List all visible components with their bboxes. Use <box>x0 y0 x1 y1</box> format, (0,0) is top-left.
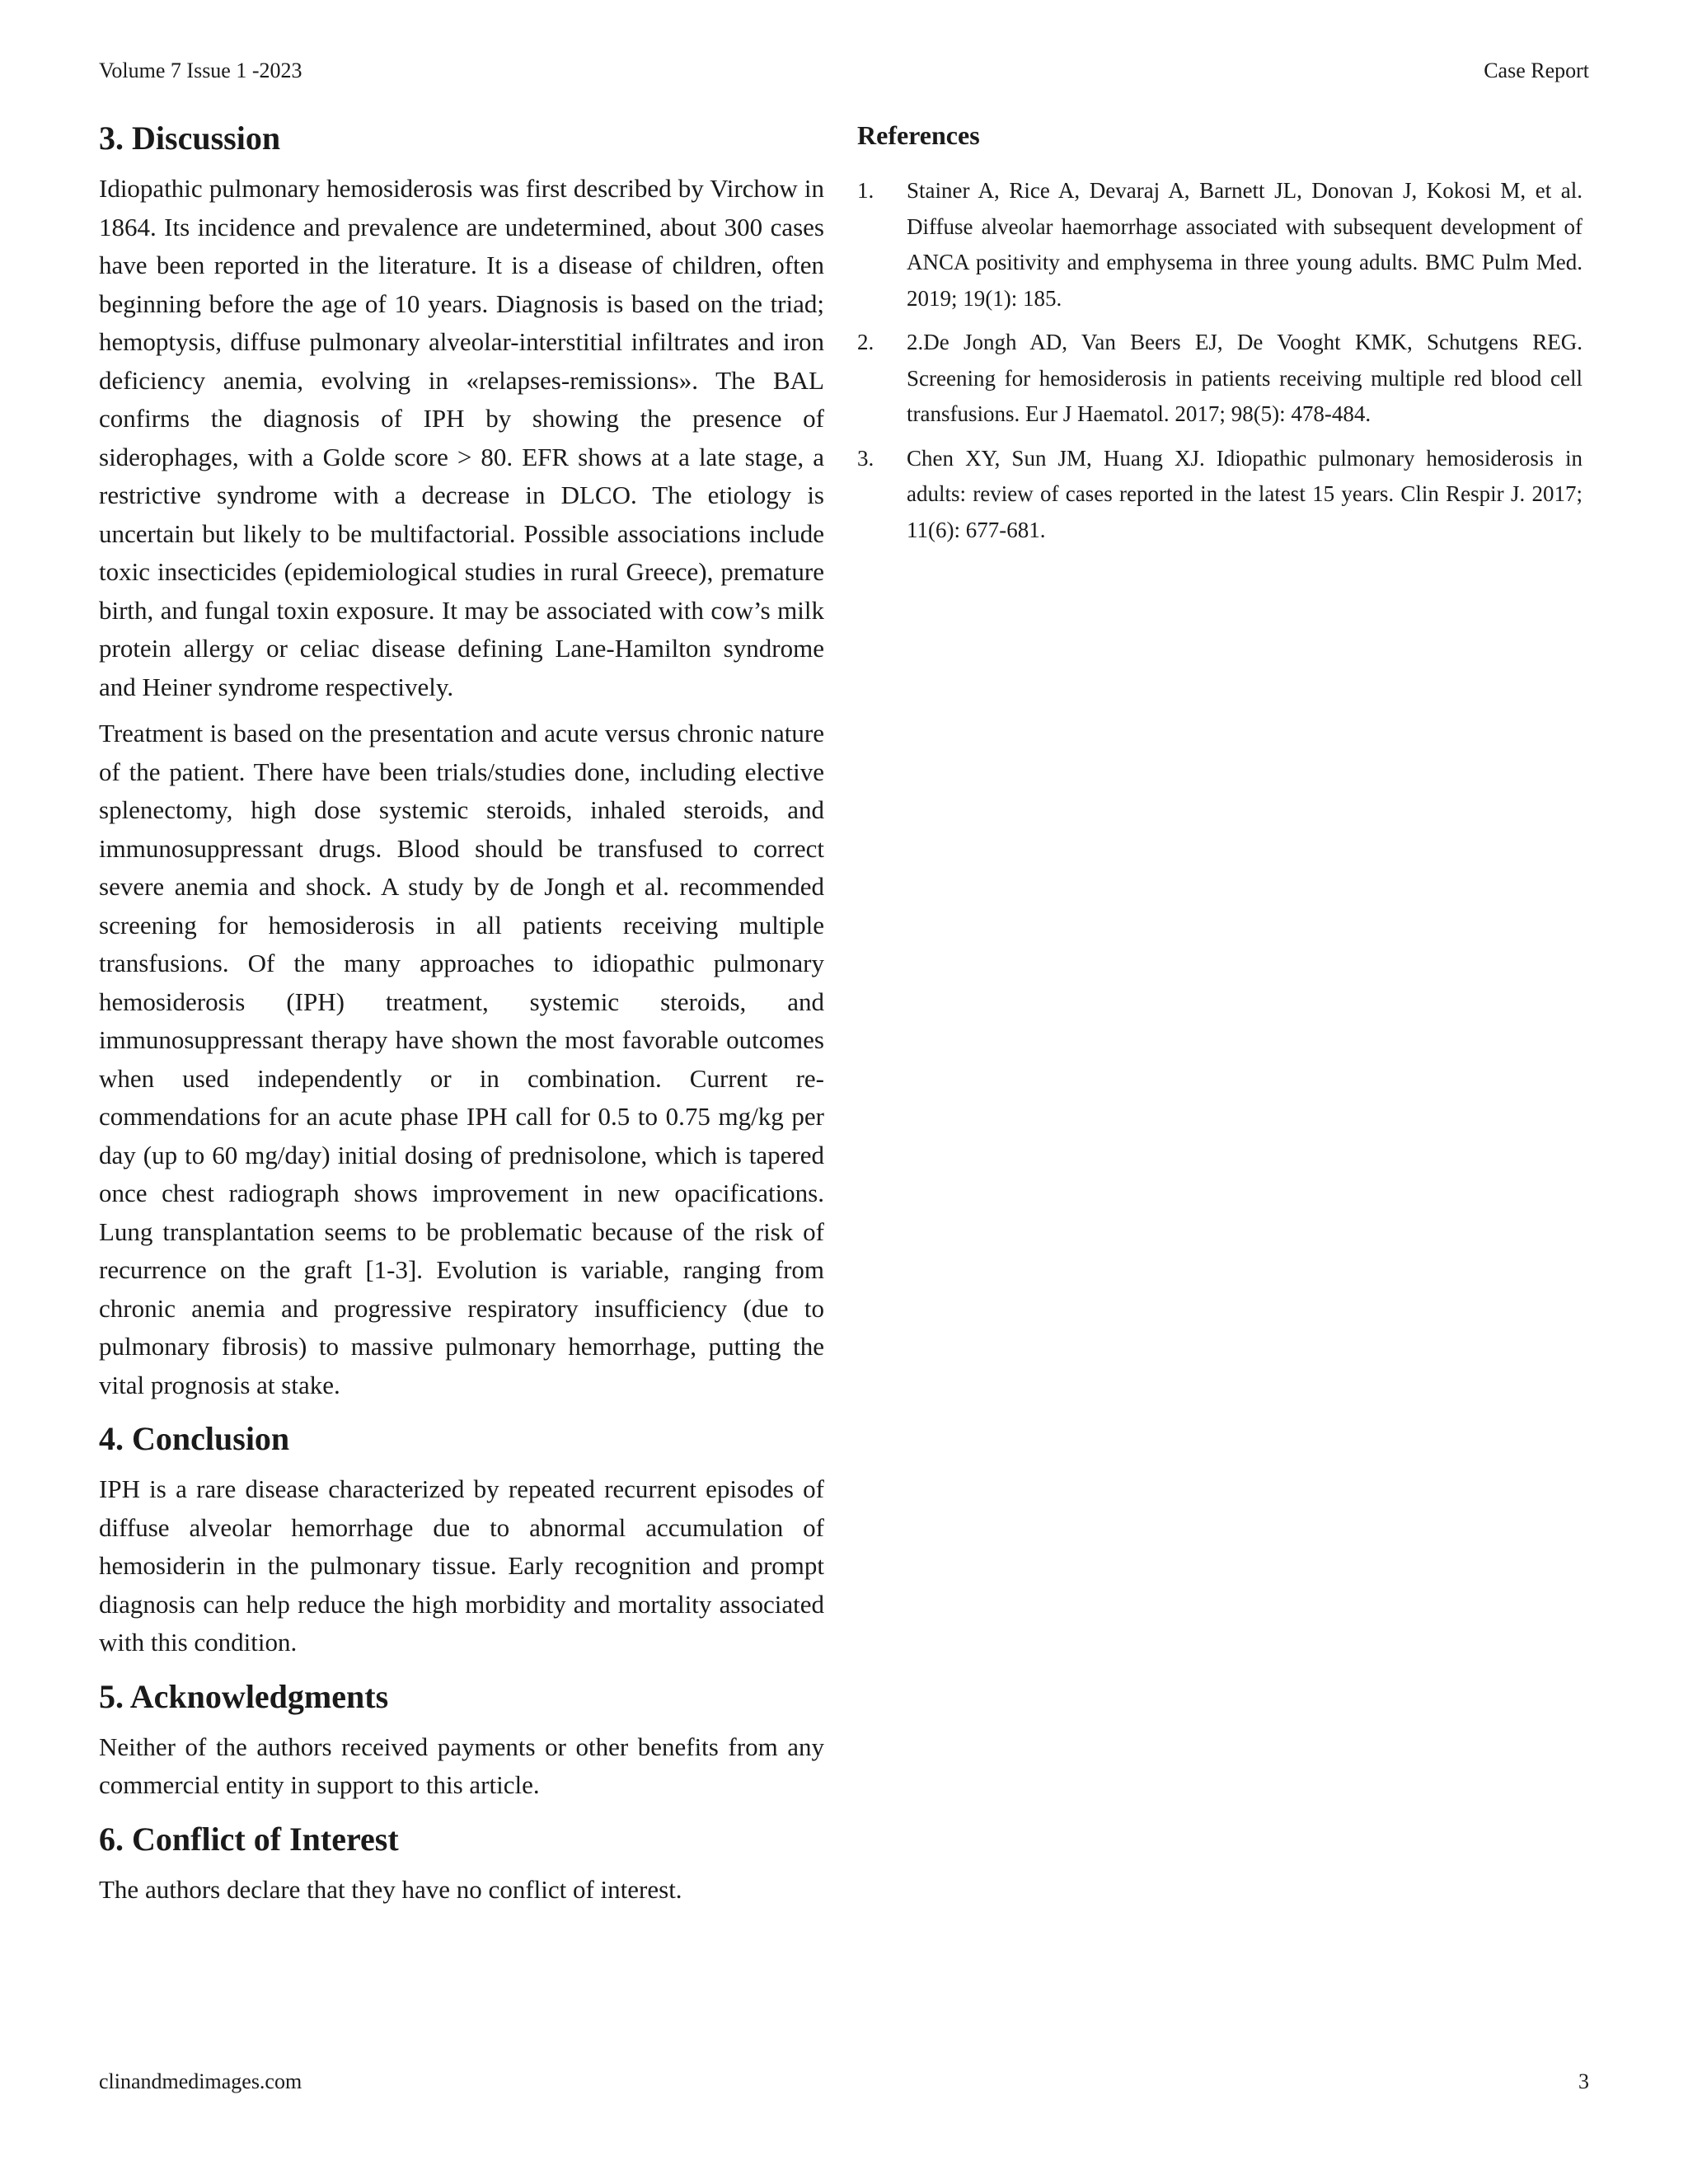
reference-number: 1. <box>857 178 874 203</box>
acknowledgments-heading: 5. Acknowledgments <box>99 1677 389 1715</box>
reference-item <box>857 441 1582 549</box>
reference-number: 2. <box>857 330 874 354</box>
reference-number: 3. <box>857 445 874 471</box>
reference-item <box>857 325 1582 433</box>
running-footer <box>99 2067 1589 2097</box>
conclusion-heading: 4. Conclusion <box>99 1420 290 1457</box>
conflict-paragraph: The authors declare that they have no conflict of interest. <box>99 1874 682 1904</box>
reference-text: 2.De Jongh AD, Van Beers EJ, De Vooght KMK, Schutgens REG. Screening for hemosiderosis in patients receiving multiple red blood cell transfusions. Eur J Haematol. 2017; 98(5): 478-484. <box>907 330 1582 426</box>
page-number: 3 <box>1578 2069 1589 2093</box>
discussion-heading: 3. Discussion <box>99 120 281 157</box>
journal-volume: Volume 7 Issue 1 -2023 <box>99 59 302 82</box>
conflict-heading: 6. Conflict of Interest <box>99 1820 399 1858</box>
right-column <box>857 115 1582 556</box>
conflict-section <box>99 1816 824 1910</box>
discussion-section <box>99 115 824 1404</box>
references-list <box>857 173 1582 548</box>
left-column <box>99 115 824 1917</box>
journal-website-link[interactable]: clinandmedimages.com <box>99 2069 302 2093</box>
article-type: Case Report <box>1484 59 1589 82</box>
conclusion-section <box>99 1416 824 1662</box>
acknowledgments-section <box>99 1674 824 1805</box>
running-header <box>99 56 1589 86</box>
reference-text: Chen XY, Sun JM, Huang XJ. Idiopathic pulmonary hemosiderosis in adults: review of cases reported in the latest 15 years. Clin Respir J. 2017; 11(6): 677-681. <box>907 445 1582 542</box>
reference-item <box>857 173 1582 316</box>
references-heading: References <box>857 120 980 150</box>
discussion-paragraph-1: Idiopathic pulmonary hemosiderosis was first described by Virchow in 1864. Its incidence and prevalence are undetermined, about 300 cases have been reported in the literature. It is a disease of children, often beginning before the age of 10 years. Diagnosis is based on the triad; hemoptysis, diffuse pulmonary alveolar-interstitial infiltrates and iron deficiency anemia, evolving in «relapses-remissions». The BAL confirms the diagnosis of IPH by showing the presence of siderophages, with a Golde score > 80. EFR shows at a late stage, a restrictive syndrome with a decrease in DLCO. The etiology is uncertain but likely to be multifactorial. Possible associations include toxic insecticides (epidemiological studies in rural Greece), premature birth, and fungal toxin exposure. It may be associated with cow’s milk protein allergy or celiac disease defining Lane-Hamilton syndrome and Heiner syndrome respectively. <box>99 174 824 701</box>
discussion-paragraph-2: Treatment is based on the presentation and acute versus chronic nature of the patient. There have been trials/studies done, including elective splenectomy, high dose systemic steroids, inhaled steroids, and immunosuppressant drugs. Blood should be transfused to correct severe anemia and shock. A study by de Jongh et al. recommended screening for hemosiderosis in all patients receiving multiple transfusions. Of the many approaches to idiopathic pulmonary hemosiderosis (IPH) treatment, systemic steroids, and immunosuppressant therapy have shown the most favorable outcomes when used independently or in combination. Current recommendations for an acute phase IPH call for 0.5 to 0.75 mg/kg per day (up to 60 mg/day) initial dosing of prednisolone, which is tapered once chest radiograph shows improvement in new opacifications. Lung transplantation seems to be problematic because of the risk of recurrence on the graft [1-3]. Evolution is variable, ranging from chronic anemia and progressive respiratory insufficiency (due to pulmonary fibrosis) to massive pulmonary hemorrhage, putting the vital prognosis at stake. <box>99 719 824 1399</box>
acknowledgments-paragraph: Neither of the authors received payments or other benefits from any commercial entity in support to this article. <box>99 1732 824 1799</box>
conclusion-paragraph: IPH is a rare disease characterized by repeated recurrent episodes of diffuse alveolar hemorrhage due to abnormal accumulation of hemosiderin in the pulmonary tissue. Early recognition and prompt diagnosis can help reduce the high morbidity and mortality associated with this condition. <box>99 1474 824 1657</box>
reference-text: Stainer A, Rice A, Devaraj A, Barnett JL, Donovan J, Kokosi M, et al. Diffuse alveolar haemorrhage associated with subsequent development of ANCA positivity and emphysema in three young adults. BMC Pulm Med. 2019; 19(1): 185. <box>907 178 1582 311</box>
